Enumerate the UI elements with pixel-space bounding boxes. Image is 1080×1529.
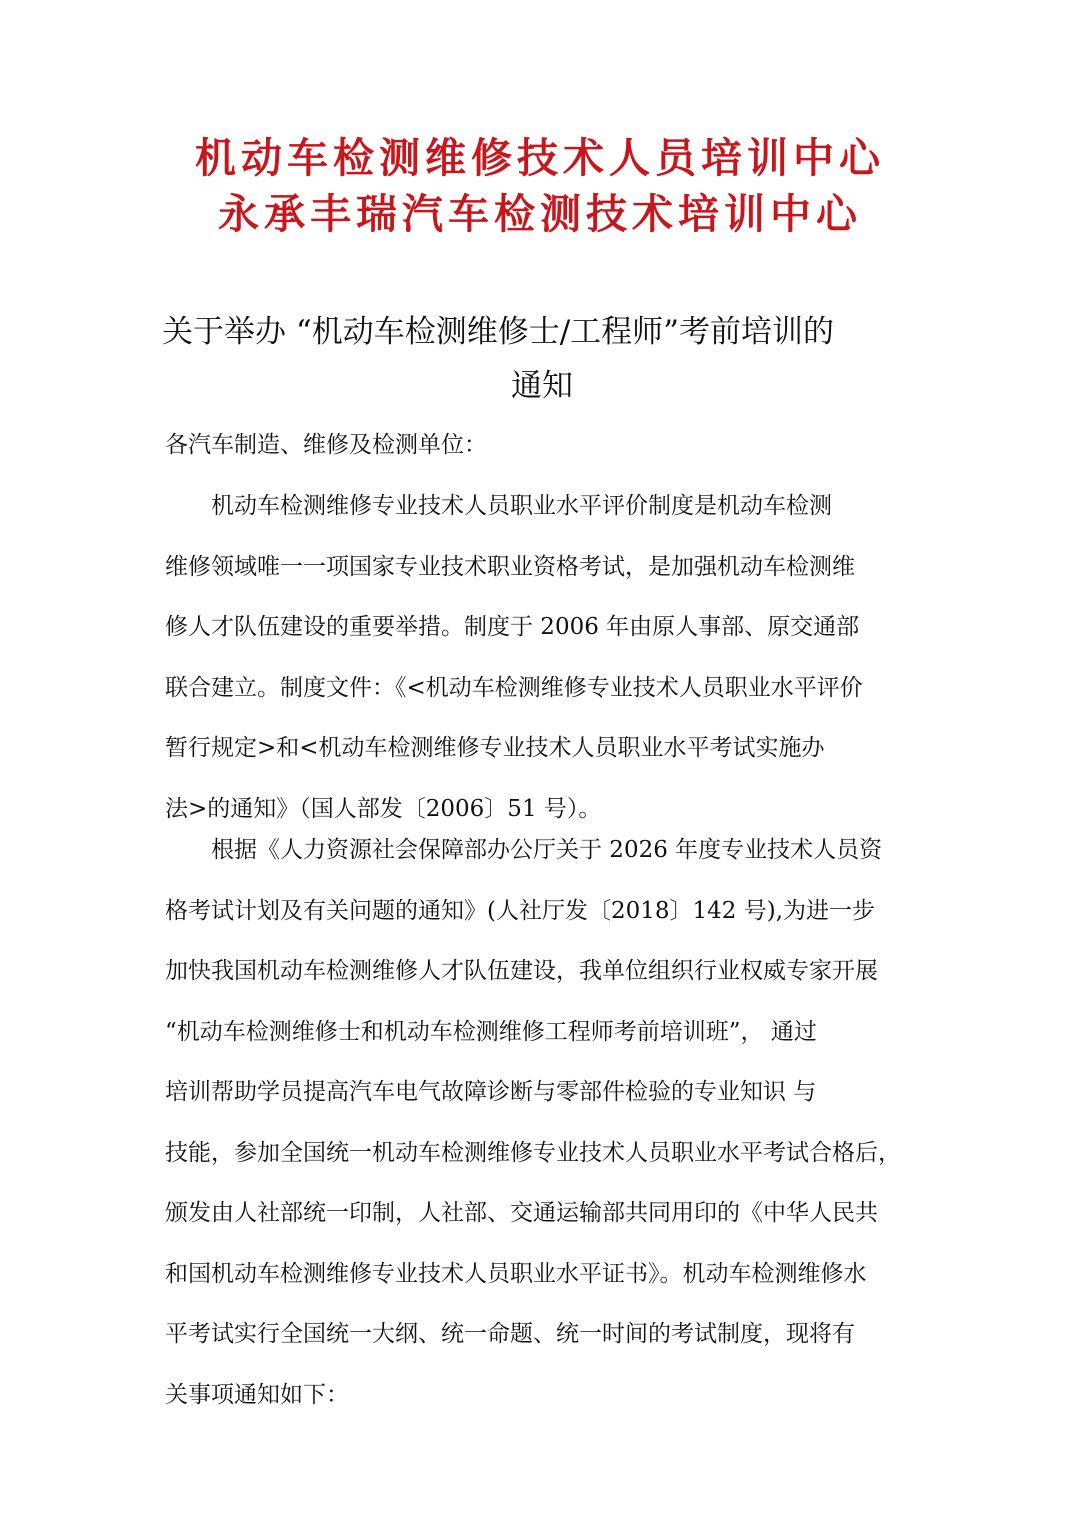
paragraph-line: 培训帮助学员提高汽车电气故障诊断与零部件检验的专业知识 与 bbox=[165, 1079, 817, 1105]
paragraph-line: 根据《人力资源社会保障部办公厅关于 2026 年度专业技术人员资 bbox=[211, 837, 883, 863]
paragraph-line: 法>的通知》（国人部发〔2006〕51 号）。 bbox=[165, 795, 602, 822]
paragraph-1 bbox=[165, 476, 925, 839]
paragraph-2 bbox=[165, 820, 925, 1425]
paragraph-line: 颁发由人社部统一印制，人社部、交通运输部共同用印的《中华人民共 bbox=[165, 1200, 878, 1226]
org-name-line-2: 永承丰瑞汽车检测技术培训中心 bbox=[218, 190, 862, 238]
paragraph-line: 技能，参加全国统一机动车检测维修专业技术人员职业水平考试合格后， bbox=[165, 1139, 901, 1166]
paragraph-line: 关事项通知如下： bbox=[165, 1381, 349, 1408]
salutation: 各汽车制造、维修及检测单位： bbox=[165, 432, 487, 458]
paragraph-line: 格考试计划及有关问题的通知》(人社厅发〔2018〕142 号),为进一步 bbox=[165, 897, 876, 924]
paragraph-line: 维修领域唯一一项国家专业技术职业资格考试，是加强机动车检测维 bbox=[165, 553, 855, 580]
paragraph-line: 联合建立。制度文件：《<机动车检测维修专业技术人员职业水平评价 bbox=[165, 674, 863, 701]
paragraph-line: 加快我国机动车检测维修人才队伍建设，我单位组织行业权威专家开展 bbox=[165, 958, 878, 984]
paragraph-line: 修人才队伍建设的重要举措。制度于 2006 年由原人事部、原交通部 bbox=[165, 614, 860, 640]
paragraph-line: 机动车检测维修专业技术人员职业水平评价制度是机动车检测 bbox=[211, 493, 832, 519]
paragraph-line: 平考试实行全国统一大纲、统一命题、统一时间的考试制度，现将有 bbox=[165, 1321, 855, 1347]
paragraph-line: 暂行规定>和<机动车检测维修专业技术人员职业水平考试实施办 bbox=[165, 735, 825, 761]
notice-title bbox=[162, 305, 922, 413]
paragraph-line: “机动车检测维修士和机动车检测维修工程师考前培训班”， 通过 bbox=[165, 1018, 817, 1045]
notice-title-line-2: 通知 bbox=[511, 368, 573, 404]
paragraph-line: 和国机动车检测维修专业技术人员职业水平证书》。机动车检测维修水 bbox=[165, 1260, 867, 1287]
org-name-line-1: 机动车检测维修技术人员培训中心 bbox=[195, 134, 885, 182]
notice-title-line-1: 关于举办 “机动车检测维修士/工程师”考前培训的 bbox=[162, 314, 834, 350]
